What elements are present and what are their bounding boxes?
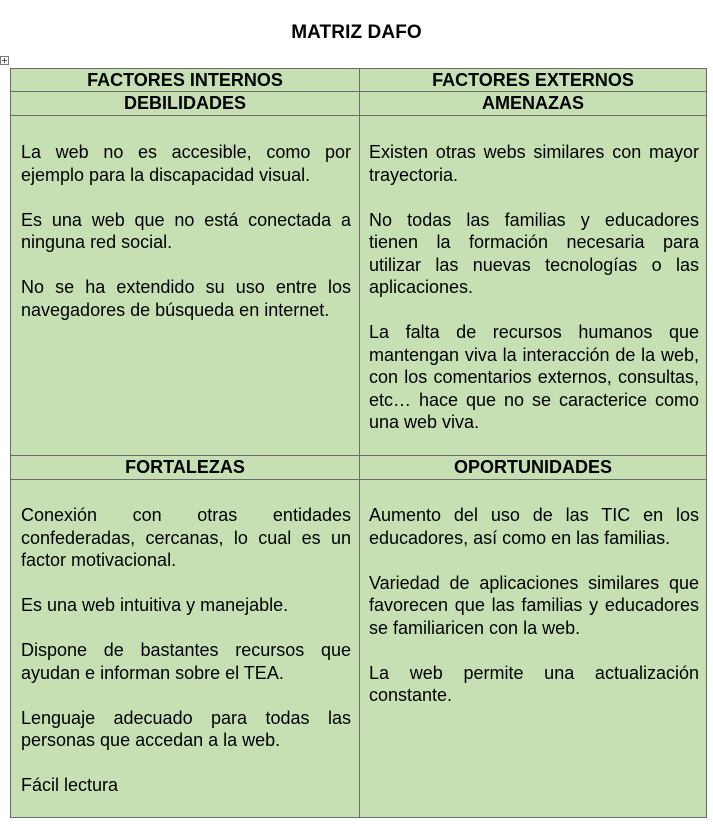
- document-title: MATRIZ DAFO: [291, 22, 422, 43]
- header-debilidades: DEBILIDADES: [123, 93, 246, 113]
- column-divider: [359, 69, 360, 817]
- amenaza-item: No todas las familias y educadores tienen la formación necesaria para utilizar las nuevas tecnologías o las aplicaciones.: [369, 209, 699, 297]
- fortaleza-item: Conexión con otras entidades confederadas, cercanas, lo cual es un factor motivacional.: [21, 505, 351, 570]
- cell-oportunidades: [369, 504, 699, 707]
- dafo-table: [10, 68, 707, 818]
- fortaleza-item: Fácil lectura: [21, 775, 119, 795]
- oportunidad-item: Variedad de aplicaciones similares que favorecen que las familias y educadores se familiaricen con la web.: [369, 572, 699, 638]
- amenaza-item: Existen otras webs similares con mayor trayectoria.: [369, 142, 699, 185]
- debilidad-item: Es una web que no está conectada a ninguna red social.: [21, 209, 351, 252]
- oportunidad-item: Aumento del uso de las TIC en los educadores, así como en las familias.: [369, 505, 699, 548]
- debilidad-item: La web no es accesible, como por ejemplo para la discapacidad visual.: [21, 142, 351, 185]
- header-oportunidades: OPORTUNIDADES: [453, 457, 612, 477]
- header-fortalezas: FORTALEZAS: [125, 457, 245, 477]
- header-amenazas: AMENAZAS: [482, 93, 584, 113]
- fortaleza-item: Lenguaje adecuado para todas las personas que accedan a la web.: [21, 707, 351, 750]
- cell-debilidades: [21, 141, 351, 321]
- header-factores-externos: FACTORES EXTERNOS: [432, 70, 634, 90]
- cell-amenazas: [369, 141, 699, 434]
- amenaza-item: La falta de recursos humanos que mantengan viva la interacción de la web, con los comentarios externos, consultas, etc… hace que no se caracterice como una web viva.: [369, 322, 699, 432]
- oportunidad-item: La web permite una actualización constante.: [369, 662, 699, 705]
- row-divider: [11, 479, 706, 480]
- debilidad-item: No se ha extendido su uso entre los navegadores de búsqueda en internet.: [21, 277, 351, 320]
- fortaleza-item: Dispone de bastantes recursos que ayudan e informan sobre el TEA.: [21, 640, 351, 683]
- header-factores-internos: FACTORES INTERNOS: [87, 70, 283, 90]
- row-divider: [11, 115, 706, 116]
- cell-fortalezas: [21, 504, 351, 797]
- fortaleza-item: Es una web intuitiva y manejable.: [21, 595, 289, 615]
- table-move-handle-icon[interactable]: [0, 56, 9, 65]
